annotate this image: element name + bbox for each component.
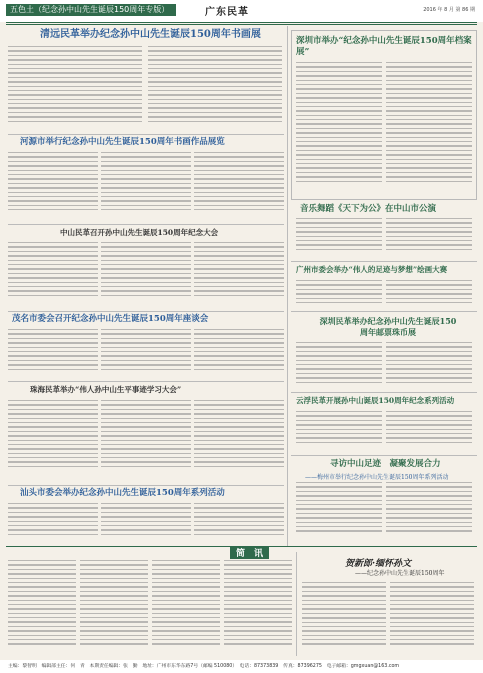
article-body-6c — [194, 503, 284, 545]
article-body-3 — [8, 242, 98, 310]
article-title-7: 深圳市举办“纪念孙中山先生诞辰150周年档案展” — [296, 36, 472, 57]
article-title-11: 云浮民革开展孙中山诞辰150周年纪念系列活动 — [296, 396, 455, 405]
article-title-4: 茂名市委会召开纪念孙中山先生诞辰150周年座谈会 — [12, 314, 209, 324]
article-title-3: 中山民革召开孙中山先生诞辰150周年纪念大会 — [60, 228, 219, 237]
article-title-1: 清远民革举办纪念孙中山先生诞辰150周年书画展 — [40, 29, 261, 40]
poem-body-2 — [390, 582, 474, 656]
article-title-10: 深圳民革举办纪念孙中山先生诞辰150周年邮票珠币展 — [319, 316, 457, 337]
article-body-10b — [386, 342, 472, 390]
article-title-6: 汕头市委会举办纪念孙中山先生诞辰150周年系列活动 — [20, 488, 225, 498]
article-body-2 — [8, 152, 98, 222]
poem-subtitle: ——纪念孙中山先生诞辰150周年 — [355, 570, 445, 577]
article-title-8: 音乐舞蹈《天下为公》在中山市公演 — [300, 204, 437, 214]
divider — [8, 485, 284, 486]
article-title-2: 河源市举行纪念孙中山先生诞辰150周年书画作品展览 — [20, 137, 225, 147]
article-body-2c — [194, 152, 284, 222]
article-body-8b — [386, 218, 472, 260]
masthead: 广东民革 — [205, 7, 249, 18]
page-header — [0, 0, 483, 22]
article-body-3c — [194, 242, 284, 310]
article-body-12b — [386, 482, 472, 544]
divider — [8, 134, 284, 135]
brief-column-3 — [152, 560, 220, 656]
article-body-1 — [8, 46, 142, 136]
poem-title: 贺新郎·缅怀孙文 — [345, 559, 412, 569]
brief-heading: 简 讯 — [230, 546, 269, 559]
article-title-5: 珠海民革举办“伟人孙中山生平事迹学习大会” — [30, 385, 182, 394]
article-title-9: 广州市委会举办“伟人的足迹与梦想”绘画大赛 — [296, 265, 448, 274]
divider — [291, 261, 477, 262]
article-body-4 — [8, 329, 98, 381]
article-body-5 — [8, 400, 98, 484]
article-body-9 — [296, 280, 382, 310]
article-body-10 — [296, 342, 382, 390]
article-body-6b — [101, 503, 191, 545]
article-body-8 — [296, 218, 382, 260]
article-body-1b — [148, 46, 282, 136]
article-body-5b — [101, 400, 191, 484]
article-body-6 — [8, 503, 98, 545]
divider — [8, 381, 284, 382]
column-divider — [287, 26, 288, 546]
article-body-11b — [386, 411, 472, 453]
article-subtitle-12: ——梅州市举行纪念孙中山先生诞辰150周年系列活动 — [305, 474, 449, 481]
article-body-9b — [386, 280, 472, 310]
brief-column-1 — [8, 560, 76, 656]
article-body-7 — [296, 62, 382, 194]
divider — [8, 224, 284, 225]
divider — [291, 392, 477, 393]
header-rule — [6, 22, 477, 23]
divider — [291, 455, 477, 456]
article-body-11 — [296, 411, 382, 453]
brief-column-4 — [224, 560, 292, 656]
section-label: 五色土（纪念孙中山先生诞辰150周年专版） — [6, 4, 176, 16]
column-divider — [296, 552, 297, 656]
article-body-4b — [101, 329, 191, 381]
page-footer: 主编：黎智明 编辑部主任：何 青 本期责任编辑：张 勤 地址：广州市东华东路7号（邮编 510080） 电话：87373839 传真：87396275 电子邮箱：gmgxuan@163.com — [0, 660, 483, 673]
article-body-12 — [296, 482, 382, 544]
header-rule-2 — [6, 24, 477, 25]
article-body-7b — [386, 62, 472, 194]
article-body-3b — [101, 242, 191, 310]
article-title-12: 寻访中山足迹 凝聚发展合力 — [330, 459, 441, 469]
brief-column-2 — [80, 560, 148, 656]
poem-body — [302, 582, 386, 656]
article-body-2b — [101, 152, 191, 222]
divider — [8, 311, 284, 312]
article-body-5c — [194, 400, 284, 484]
issue-date: 2016 年 8 月 第 86 期 — [423, 7, 475, 13]
article-body-4c — [194, 329, 284, 381]
divider — [291, 311, 477, 312]
